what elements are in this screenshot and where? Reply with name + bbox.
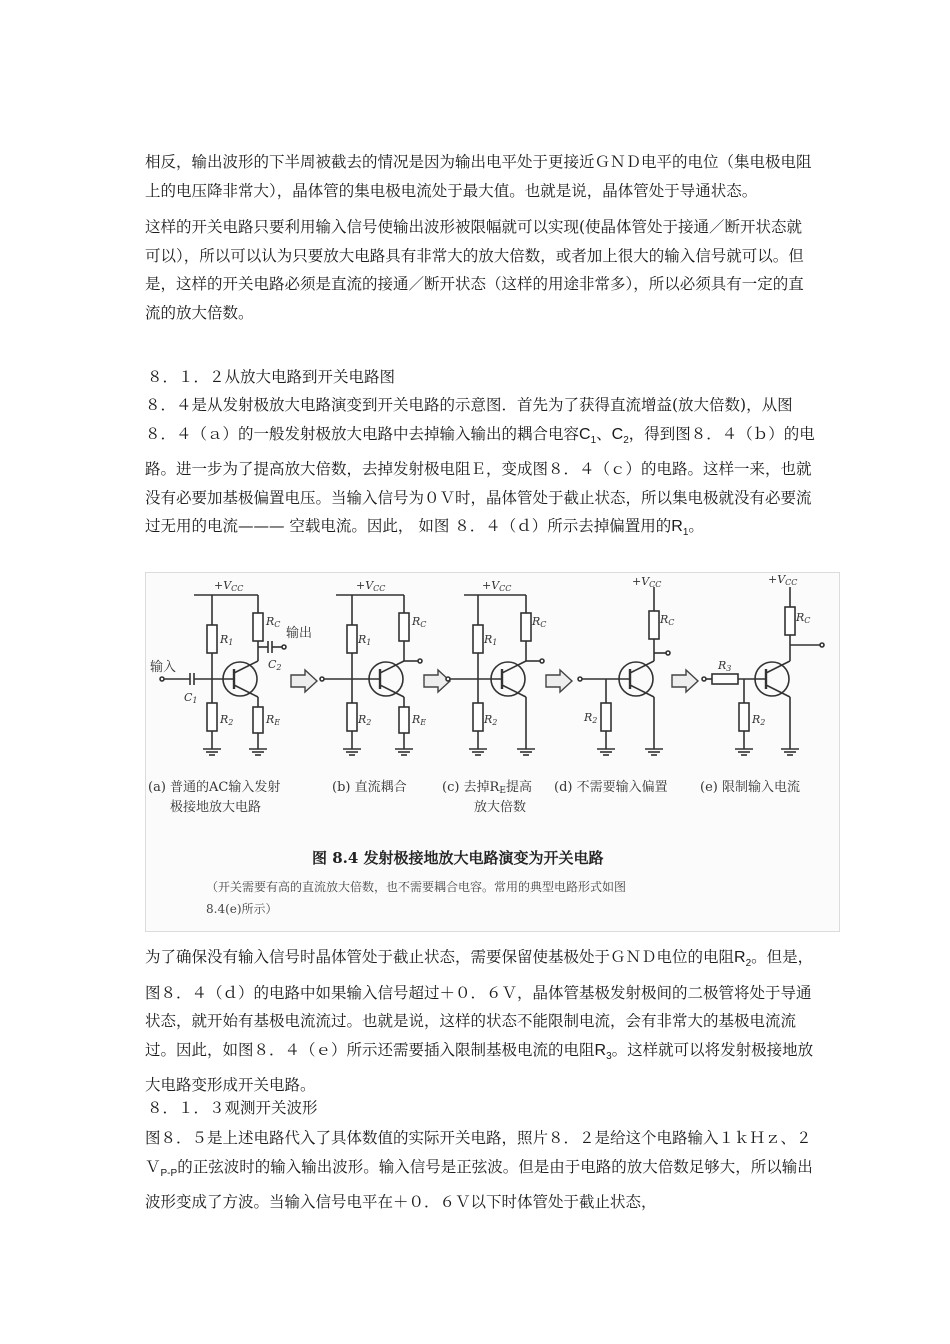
svg-text:R2: R2 (220, 713, 234, 727)
svg-text:+VCC: +VCC (356, 579, 386, 593)
svg-text:R2: R2 (752, 713, 766, 727)
text-run: ，得到图８．４（ｂ）的电路。进一步为了提高放大倍数，去掉发射极电阻Ｅ，变成图８．４（ｃ）的电路。这样一来，也就没有必要加基极偏置电压。当输入信号为０Ｖ时，晶体管处于截止状态，所以集电极就没有必要流过无用的电流——— 空载电流。因此， 如图 ８．４（ｄ）所示去掉偏置用的 (145, 424, 815, 536)
figure-title: 图 8.4 发射极接地放大电路演变为开关电路 (312, 849, 604, 867)
caption-a-line1: (a) 普通的AC输入发射 (148, 780, 281, 795)
text-run: 的正弦波时的输入输出波形。输入信号是正弦波。但是由于电路的放大倍数足够大，所以输出波形变成了方波。当输入信号电平在＋０．６Ｖ以下时体管处于截止状态， (145, 1157, 813, 1212)
symbol-r1: $R_1$ (671, 518, 689, 539)
svg-text:C2: C2 (268, 658, 282, 672)
circuit-c (446, 595, 547, 755)
section-heading-8-1-3: ８．１．３观测开关波形 (147, 1099, 318, 1117)
figure-note-line1: （开关需要有高的直流放大倍数，也不需要耦合电容。常用的典型电路形式如图 (206, 880, 627, 894)
circuit-b (320, 595, 422, 755)
svg-text:+VCC: +VCC (214, 579, 244, 593)
caption-b: (b) 直流耦合 (332, 780, 407, 795)
svg-text:C1: C1 (184, 691, 198, 705)
caption-d: (d) 不需要输入偏置 (554, 780, 668, 795)
paragraph-switching-waveform (145, 1124, 815, 1217)
text-run: 。这样就可以将发射极接地放大电路变形成开关电路。 (145, 1040, 814, 1095)
figure-8-4 (145, 572, 840, 932)
text-run: 为了确保没有输入信号时晶体管处于截止状态，需要保留使基极处于ＧＮＤ电位的电阻 (145, 948, 735, 966)
caption-c-line1: (c) 去掉RE提高 (442, 780, 532, 796)
svg-text:R1: R1 (358, 633, 372, 647)
svg-text:R1: R1 (484, 633, 498, 647)
input-label: 输入 (150, 660, 177, 675)
caption-a-line2: 极接地放大电路 (170, 800, 262, 815)
paragraph-r2-r3-explanation (145, 943, 815, 1100)
caption-c-line2: 放大倍数 (474, 800, 527, 815)
sub-captions (148, 779, 800, 815)
output-label: 输出 (286, 626, 313, 641)
svg-text:+VCC: +VCC (632, 575, 662, 589)
svg-text:R1: R1 (220, 633, 234, 647)
svg-text:R3: R3 (718, 659, 732, 673)
symbol-r2: $R_2$ (734, 949, 752, 970)
section-heading-8-1-2: ８．１．２从放大电路到开关电路图 (147, 368, 396, 386)
svg-text:R2: R2 (584, 711, 598, 725)
text-run: 。 (688, 517, 704, 536)
caption-e: (e) 限制输入电流 (700, 780, 800, 795)
text-run: 图８．５是上述电路代入了具体数值的实际开关电路，照片８．２是给这个电路输入１ｋＨｚ、２Ｖ (145, 1129, 812, 1176)
symbol-c1: $C_1$ (579, 425, 597, 446)
svg-text:RC: RC (796, 611, 811, 625)
svg-text:+VCC: +VCC (768, 573, 798, 587)
paragraph-figure-8-4-intro (145, 391, 815, 548)
symbol-c2: $C_2$ (611, 425, 629, 446)
paragraph-cutoff-explanation: 相反，输出波形的下半周被截去的情况是因为输出电平处于更接近ＧＮＤ电平的电位（集电极电阻上的电压降非常大），晶体管的集电极电流处于最大值。也就是说，晶体管处于导通状态。 (145, 153, 812, 200)
svg-text:+VCC: +VCC (482, 579, 512, 593)
paragraph-switch-circuit-intro: 这样的开关电路只要利用输入信号使输出波形被限幅就可以实现(使晶体管处于接通／断开状态就可以），所以可以认为只要放大电路具有非常大的放大倍数，或者加上很大的输入信号就可以。但是，这样的开关电路必须是直流的接通／断开状态（这样的用途非常多），所以必须具有一定的直流的放大倍数。 (145, 218, 804, 322)
text-run: 。但是，图８．４（ｄ）的电路中如果输入信号超过＋０．６Ｖ，晶体管基极发射极间的二极管将处于导通状态，就开始有基极电流流过。也就是说，这样的状态不能限制电流，会有非常大的基极电流流过。因此，如图８．４（ｅ）所示还需要插入限制基极电流的电阻 (145, 948, 814, 1059)
circuit-diagram (146, 573, 839, 931)
symbol-vpp: P-P (160, 1167, 178, 1179)
circuit-d (578, 587, 670, 755)
svg-text:R2: R2 (484, 713, 498, 727)
symbol-r3: $R_3$ (594, 1041, 612, 1062)
text-separator: 、 (596, 424, 612, 443)
svg-text:RC: RC (660, 613, 675, 627)
svg-text:RC: RC (266, 615, 281, 629)
text-run: ８．４是从发射极放大电路演变到开关电路的示意图．首先为了获得直流增益(放大倍数)，从图８．４（ａ）的一般发射极放大电路中去掉输入输出的耦合电容 (145, 396, 793, 443)
svg-text:RE: RE (266, 713, 281, 727)
svg-text:RC: RC (412, 615, 427, 629)
svg-text:R2: R2 (358, 713, 372, 727)
svg-text:RC: RC (532, 615, 547, 629)
figure-note-line2: 8.4(e)所示） (206, 902, 278, 916)
svg-text:RE: RE (412, 713, 427, 727)
